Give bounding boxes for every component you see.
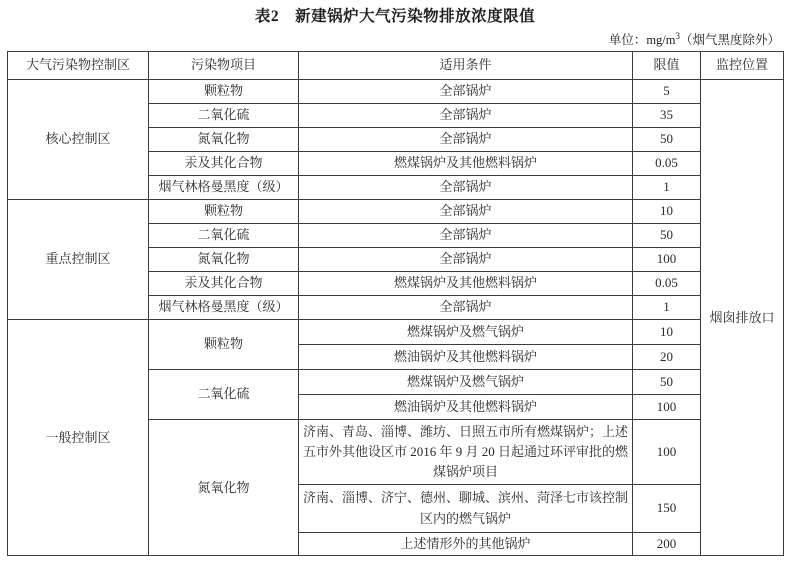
- condition-cell: 全部锅炉: [299, 296, 633, 320]
- limit-cell: 20: [633, 345, 701, 370]
- table-row: [8, 320, 784, 345]
- condition-cell: 全部锅炉: [299, 224, 633, 248]
- condition-cell: 全部锅炉: [299, 80, 633, 104]
- limit-cell: 100: [633, 248, 701, 272]
- zone-cell-key: 重点控制区: [8, 200, 149, 320]
- unit-note: [0, 30, 790, 48]
- header-condition: 适用条件: [299, 52, 633, 80]
- condition-cell: 燃煤锅炉及其他燃料锅炉: [299, 152, 633, 176]
- condition-cell: 济南、淄博、济宁、德州、聊城、滨州、菏泽七市该控制区内的燃气锅炉: [299, 485, 633, 533]
- pollutant-cell: 氮氧化物: [149, 248, 299, 272]
- condition-cell: 全部锅炉: [299, 248, 633, 272]
- header-pollutant: 污染物项目: [149, 52, 299, 80]
- emission-limits-table: [7, 51, 784, 556]
- condition-cell: 全部锅炉: [299, 176, 633, 200]
- zone-cell-core: 核心控制区: [8, 80, 149, 200]
- table-row: [8, 80, 784, 104]
- condition-cell: 燃煤锅炉及其他燃料锅炉: [299, 272, 633, 296]
- header-monitor: 监控位置: [701, 52, 784, 80]
- table-title: 表2 新建锅炉大气污染物排放浓度限值: [254, 8, 536, 25]
- pollutant-cell: 氮氧化物: [149, 420, 299, 556]
- condition-cell: 全部锅炉: [299, 128, 633, 152]
- limit-cell: 200: [633, 533, 701, 556]
- limit-cell: 100: [633, 420, 701, 485]
- condition-cell: 全部锅炉: [299, 104, 633, 128]
- pollutant-cell: 烟气林格曼黑度（级）: [149, 296, 299, 320]
- limit-cell: 0.05: [633, 272, 701, 296]
- condition-cell: 燃油锅炉及其他燃料锅炉: [299, 345, 633, 370]
- unit-superscript: 3: [675, 30, 680, 41]
- limit-cell: 5: [633, 80, 701, 104]
- pollutant-cell: 汞及其化合物: [149, 272, 299, 296]
- table-row: [8, 200, 784, 224]
- condition-cell: 济南、青岛、淄博、潍坊、日照五市所有燃煤锅炉；上述五市外其他设区市 2016 年 9 月 20 日起通过环评审批的燃煤锅炉项目: [299, 420, 633, 485]
- pollutant-cell: 烟气林格曼黑度（级）: [149, 176, 299, 200]
- condition-cell: 燃煤锅炉及燃气锅炉: [299, 320, 633, 345]
- limit-cell: 10: [633, 320, 701, 345]
- header-zone: 大气污染物控制区: [8, 52, 149, 80]
- limit-cell: 150: [633, 485, 701, 533]
- zone-cell-general: 一般控制区: [8, 320, 149, 556]
- unit-prefix: 单位：mg/m: [608, 33, 676, 47]
- pollutant-cell: 二氧化硫: [149, 370, 299, 420]
- limit-cell: 50: [633, 128, 701, 152]
- header-limit: 限值: [633, 52, 701, 80]
- unit-suffix: （烟气黑度除外）: [679, 33, 780, 47]
- pollutant-cell: 颗粒物: [149, 320, 299, 370]
- pollutant-cell: 二氧化硫: [149, 224, 299, 248]
- condition-cell: 全部锅炉: [299, 200, 633, 224]
- limit-cell: 1: [633, 176, 701, 200]
- header-row: [8, 52, 784, 80]
- pollutant-cell: 颗粒物: [149, 80, 299, 104]
- limit-cell: 50: [633, 224, 701, 248]
- limit-cell: 0.05: [633, 152, 701, 176]
- pollutant-cell: 二氧化硫: [149, 104, 299, 128]
- limit-cell: 50: [633, 370, 701, 395]
- monitor-location-cell: 烟囱排放口: [701, 80, 784, 556]
- limit-cell: 100: [633, 395, 701, 420]
- pollutant-cell: 汞及其化合物: [149, 152, 299, 176]
- condition-cell: 燃油锅炉及其他燃料锅炉: [299, 395, 633, 420]
- condition-cell: 燃煤锅炉及燃气锅炉: [299, 370, 633, 395]
- pollutant-cell: 颗粒物: [149, 200, 299, 224]
- limit-cell: 10: [633, 200, 701, 224]
- pollutant-cell: 氮氧化物: [149, 128, 299, 152]
- condition-cell: 上述情形外的其他锅炉: [299, 533, 633, 556]
- limit-cell: 35: [633, 104, 701, 128]
- limit-cell: 1: [633, 296, 701, 320]
